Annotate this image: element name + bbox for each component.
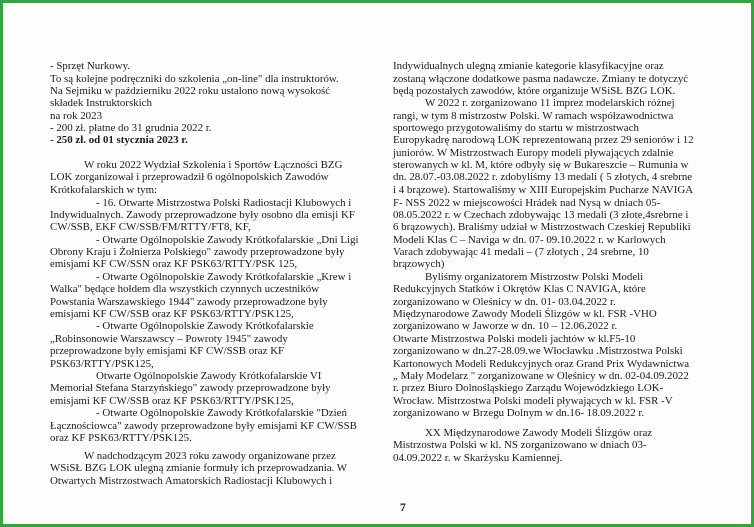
paragraph-line: W 2022 r. zorganizowano 11 imprez modelarskich różnej xyxy=(425,97,675,109)
paragraph-line: Kartonowych Modeli Redukcyjnych oraz Grand Prix Wydawnictwa xyxy=(393,358,690,370)
paragraph-line: brązowych) xyxy=(393,258,445,270)
paragraph-line: i 4 brązowe). Startowaliśmy w XIII Europejskim Pucharze NAVIGA xyxy=(393,184,694,196)
paragraph-line: juniorów. W Mistrzostwach Europy modeli pływających zdalnie xyxy=(393,147,674,159)
paragraph-line: zorganizowano w dn.27-28.09.we Włocławku .Mistrzostwa Polski xyxy=(393,345,683,357)
list-item: - Otwarte Ogólnopolskie Zawody Krótkofalarskie xyxy=(96,320,314,332)
paragraph-line: sportowego przygotowaliśmy do startu w mistrzostwach xyxy=(393,122,639,134)
paragraph-line: emisjami KF CW/SSB oraz KF PSK63/RTTY/PSK125, xyxy=(50,308,294,320)
list-item: - Otwarte Ogólnopolskie Zawody Krótkofalarskie „Krew i xyxy=(96,271,352,283)
paragraph-line: Mistrzostwa Polski w kl. NS zorganizowano w dniach 03- xyxy=(393,439,647,451)
paragraph-line: Na Sejmiku w październiku 2022 roku ustalono nową wysokość xyxy=(50,85,331,97)
paragraph-line: emisjami KF CW/SSN oraz KF PSK63/RTTY/PSK 125, xyxy=(50,258,298,270)
paragraph-line: - 200 zł. płatne do 31 grudnia 2022 r. xyxy=(50,122,212,134)
paragraph-line: XX Międzynarodowe Zawody Modeli Ślizgów oraz xyxy=(425,427,653,439)
paragraph-line: To są kolejne podręczniki do szkolenia „on-line" dla instruktorów. xyxy=(50,73,339,85)
paragraph-line: „Robinsonowie Warszawscy – Powroty 1945" zawody xyxy=(50,333,288,345)
paragraph-line: F- NSS 2022 w miejscowości Hrádek nad Nysą w dniach 05- xyxy=(393,197,661,209)
paragraph-line: Indywidualnych. Zawody przeprowadzone były osobno dla emisji KF xyxy=(50,209,355,221)
page-number: 7 xyxy=(400,502,406,514)
paragraph-line: będą pozostałych zawodów, które organizuje WSiSŁ BZG LOK. xyxy=(393,85,676,97)
paragraph-line: WSiSŁ BZG LOK ulegną zmianie formuły ich przeprowadzania. W xyxy=(50,462,348,474)
paragraph-line: składek Instruktorskich xyxy=(50,97,152,109)
paragraph-line: emisjami KF CW/SSB oraz KF PSK63/RTTY/PSK125, xyxy=(50,395,294,407)
paragraph-line: Varach zdobywając 41 medali – (7 złotych , 24 srebrne, 10 xyxy=(393,246,649,258)
paragraph-line: oraz KF PSK63/RTTY/PSK125. xyxy=(50,432,192,444)
paragraph-line: Redukcyjnych Statków i Okrętów Klas C NAVIGA, które xyxy=(393,283,646,295)
paragraph-line: zorganizowano w Jaworze w dn. 10 – 12.06.2022 r. xyxy=(393,320,618,332)
left-column xyxy=(3,3,380,524)
paragraph-line: 08.05.2022 r. w Czechach zdobywając 13 medali (3 złote,4srebrne i xyxy=(393,209,689,221)
paragraph-line: W nadchodzącym 2023 roku zawody organizowane przez xyxy=(84,450,336,462)
paragraph-line: Krótkofalarskich w tym: xyxy=(50,184,158,196)
paragraph-line: W roku 2022 Wydział Szkolenia i Sportów Łączności BZG xyxy=(84,159,343,171)
paragraph-line: zorganizowano w Oleśnicy w dn. 01- 03.04.2022 r. xyxy=(393,296,616,308)
paragraph-line: Wrocław. Mistrzostwa Polski modeli pływających w kl. FSR -V xyxy=(393,395,673,407)
paragraph-line: Łącznościowca" zawody przeprowadzone były emisjami KF CW/SSB xyxy=(50,420,357,432)
paragraph-line: 6 brązowych). Braliśmy udział w Mistrzostwach Czeskiej Republiki xyxy=(393,221,691,233)
paragraph-line: Obrony Kraju i Żołnierza Polskiego" zawody przeprowadzone były xyxy=(50,246,345,258)
paragraph-line: Otwartych Mistrzostwach Amatorskich Radiostacji Klubowych i xyxy=(50,475,333,487)
list-item: Otwarte Ogólnopolskie Zawody Krótkofalarskie VI xyxy=(96,370,322,382)
list-item: - Otwarte Ogólnopolskie Zawody Krótkofalarskie "Dzień xyxy=(96,407,347,419)
paragraph-line: r. przez Biuro Dolnośląskiego Zarządu Wojewódzkiego LOK- xyxy=(393,382,664,394)
paragraph-line: rangi, w tym 8 mistrzostw Polski. W ramach współzawodnictwa xyxy=(393,110,674,122)
paragraph-line: zorganizowano w Brzegu Dolnym w dn.16- 18.09.2022 r. xyxy=(393,407,645,419)
paragraph-line: Byliśmy organizatorem Mistrzostw Polski Modeli xyxy=(425,271,644,283)
paragraph-line: Otwarte Mistrzostwa Polski modeli jachtów w kl.F5-10 xyxy=(393,333,636,345)
paragraph-line: na rok 2023 xyxy=(50,110,103,122)
list-item: - Otwarte Ogólnopolskie Zawody Krótkofalarskie „Dni Ligi xyxy=(96,234,359,246)
paragraph-line: LOK zorganizował i przeprowadził 6 ogólnopolskich Zawodów xyxy=(50,171,329,183)
paragraph-line: dn. 28.07.-03.08.2022 r. zdobyliśmy 13 medali ( 5 złotych, 4 srebrne xyxy=(393,171,693,183)
paragraph-line: sterowanych w kl. M, które odbyły się w Bukareszcie – Rumunia w xyxy=(393,159,689,171)
list-item: - 16. Otwarte Mistrzostwa Polski Radiostacji Klubowych i xyxy=(96,197,352,209)
paragraph-line: - Sprzęt Nurkowy. xyxy=(50,60,131,72)
paragraph-line: 04.09.2022 r. w Skarżysku Kamiennej. xyxy=(393,452,563,464)
paragraph-line: Europykadrę narodową LOK reprezentowaną przez 29 seniorów i 12 xyxy=(393,134,694,146)
paragraph-line: Międzynarodowe Zawody Modeli Ślizgów w kl. FSR -VHO xyxy=(393,308,657,320)
paragraph-line: Indywidualnych ulegną zmianie kategorie klasyfikacyjne oraz xyxy=(393,60,664,72)
fee-highlight: - 250 zł. od 01 stycznia 2023 r. xyxy=(50,134,188,146)
paragraph-line: Modeli Klas C – Naviga w dn. 07- 09.10.2022 r. w Karlowych xyxy=(393,234,666,246)
right-column xyxy=(380,3,754,524)
paragraph-line: Memoriał Stefana Starzyńskiego" zawody przeprowadzone były xyxy=(50,382,331,394)
paragraph-line: Powstania Warszawskiego 1944" zawody przeprowadzone były xyxy=(50,296,328,308)
paragraph-line: CW/SSB, EKF CW/SSB/FM/RTTY/FT8, KF, xyxy=(50,221,251,233)
paragraph-line: PSK63/RTTY/PSK125, xyxy=(50,358,154,370)
paragraph-line: „ Mały Modelarz " zorganizowane w Oleśnicy w dn. 02-04.09.2022 xyxy=(393,370,689,382)
paragraph-line: zostaną włączone dodatkowe pasma nadawcze. Zmiany te dotyczyć xyxy=(393,73,689,85)
paragraph-line: przeprowadzone były emisjami KF CW/SSB oraz KF xyxy=(50,345,285,357)
paragraph-line: Walka" będące hołdem dla wszystkich czynnych uczestników xyxy=(50,283,320,295)
